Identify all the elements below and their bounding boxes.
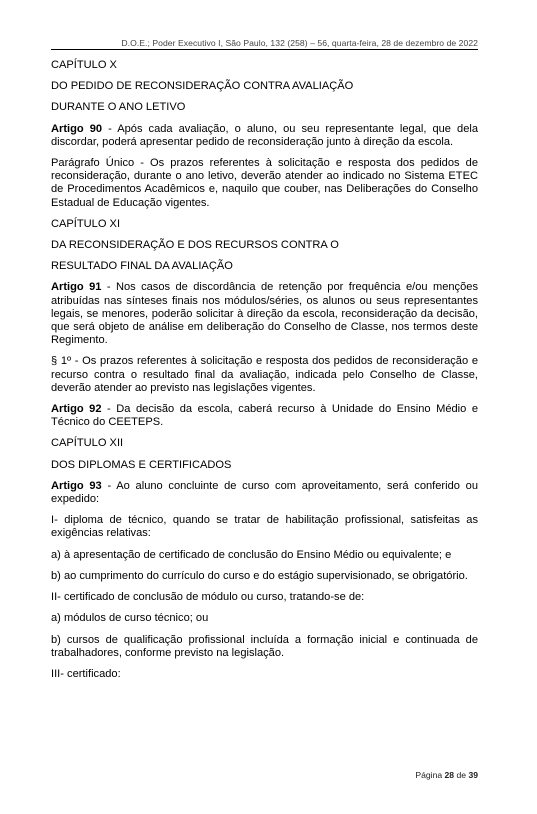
header-rule (51, 49, 478, 50)
article-93-text: - Ao aluno concluinte de curso com aproveitamento, será conferido ou expedido: (51, 479, 478, 506)
item-i-b: b) ao cumprimento do currículo do curso e do estágio supervisionado, se obrigatório. (51, 569, 468, 582)
item-i: I- diploma de técnico, quando se tratar de habilitação profissional, satisfeitas as exigências relativas: (51, 514, 478, 540)
item-ii: II- certificado de conclusão de módulo ou curso, tratando-se de: (51, 591, 365, 604)
article-91-label: Artigo 91 (51, 281, 102, 294)
article-90-label: Artigo 90 (51, 122, 103, 135)
article-91-text: - Nos casos de discordância de retenção por frequência e/ou menções atribuídas nas sínteses finais nos módulos/séries, os alunos ou seus representantes legais, se menores, poderão solicitar à direção da escola, reconsideração da decisão, que será objeto de análise em deliberação do Conselho de Classe, nos termos deste Regimento. (51, 281, 478, 347)
chapter-xi-title: CAPÍTULO XI (51, 217, 121, 230)
paragraph-1: § 1º - Os prazos referentes à solicitação e resposta dos pedidos de reconsideração e recurso contra o resultado final da avaliação, indicada pelo Conselho de Classe, deverão atender ao previsto nas legislações vigentes. (51, 355, 478, 394)
item-ii-b: b) cursos de qualificação profissional incluída a formação inicial e continuada de trabalhadores, conforme previsto na legislação. (51, 633, 478, 659)
document-body (51, 59, 478, 689)
chapter-x-heading-line1: DO PEDIDO DE RECONSIDERAÇÃO CONTRA AVALIAÇÃO (51, 80, 354, 93)
article-93 (51, 480, 478, 506)
chapter-xii-title: CAPÍTULO XII (51, 437, 124, 450)
article-92 (51, 403, 478, 429)
chapter-x-heading-line2: DURANTE O ANO LETIVO (51, 101, 186, 114)
article-90 (51, 123, 478, 149)
page-footer (51, 770, 478, 782)
article-93-label: Artigo 93 (51, 479, 102, 492)
page-label: Página (415, 770, 445, 780)
chapter-xii-heading: DOS DIPLOMAS E CERTIFICADOS (51, 458, 232, 471)
article-92-text: - Da decisão da escola, caberá recurso à Unidade do Ensino Médio e Técnico do CEETEPS. (51, 403, 478, 429)
page-of-label: de (454, 770, 469, 780)
chapter-xi-heading-line2: RESULTADO FINAL DA AVALIAÇÃO (51, 260, 233, 273)
paragrafo-unico: Parágrafo Único - Os prazos referentes à solicitação e resposta dos pedidos de reconsideração, durante o ano letivo, deverão atender ao indicado no Sistema ETEC de Procedimentos Acadêmicos e, naquilo que couber, nas Deliberações do Conselho Estadual de Educação vigentes. (51, 157, 478, 209)
item-iii: III- certificado: (51, 667, 121, 680)
item-ii-a: a) módulos de curso técnico; ou (51, 612, 209, 625)
article-90-text: - Após cada avaliação, o aluno, ou seu representante legal, que dela discordar, poderá apresentar pedido de reconsideração junto à direção da escola. (51, 122, 478, 148)
chapter-xi-heading-line1: DA RECONSIDERAÇÃO E DOS RECURSOS CONTRA O (51, 239, 339, 252)
chapter-x-title: CAPÍTULO X (51, 59, 117, 71)
item-i-a: a) à apresentação de certificado de conclusão do Ensino Médio ou equivalente; e (51, 548, 452, 561)
page-total: 39 (468, 770, 478, 780)
page-number: 28 (444, 770, 455, 780)
article-91 (51, 281, 478, 347)
article-92-label: Artigo 92 (51, 403, 102, 416)
page-header: D.O.E.; Poder Executivo I, São Paulo, 132 (258) – 56, quarta-feira, 28 de dezembro de 2022 (121, 38, 478, 48)
